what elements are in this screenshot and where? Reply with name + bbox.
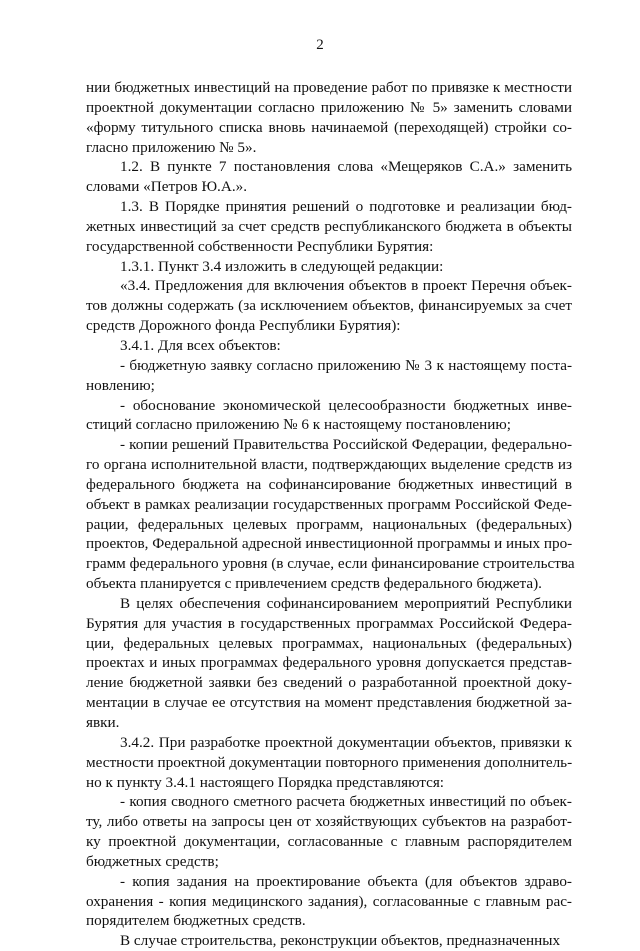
paragraph — [86, 336, 572, 356]
text-line: местности проектной документации повторного применения дополнитель- — [86, 753, 573, 771]
text-line: ции, федеральных целевых программах, национальных (федеральных) — [86, 634, 572, 652]
text-line: - копии решений Правительства Российской Федерации, федерально- — [120, 436, 572, 454]
text-line: ту, либо ответы на запросы цен от хозяйствующих субъектов на разработ- — [86, 813, 572, 831]
text-line: го органа исполнительной власти, подтверждающих выделение средств из — [86, 456, 572, 474]
text-line: 3.4.1. Для всех объектов: — [120, 336, 281, 354]
paragraph — [86, 356, 572, 396]
page-number: 2 — [316, 37, 324, 53]
paragraph — [86, 435, 575, 594]
text-line: но к пункту 3.4.1 настоящего Порядка представляются: — [86, 773, 445, 791]
text-line: государственной собственности Республики Бурятия: — [86, 237, 434, 255]
paragraph — [86, 396, 572, 436]
text-line: - копия сводного сметного расчета бюджетных инвестиций по объек- — [120, 793, 572, 811]
text-line: - копия задания на проектирование объекта (для объектов здраво- — [120, 872, 572, 890]
text-line: бюджетных средств; — [86, 852, 219, 870]
text-line: 1.2. В пункте 7 постановления слова «Мещеряков С.А.» заменить — [120, 158, 572, 176]
paragraph — [86, 872, 572, 932]
text-line: объекта планируется с привлечением средств федерального бюджета). — [86, 575, 542, 593]
text-line: рации, федеральных целевых программ, национальных (федеральных) — [86, 515, 572, 533]
text-line: В случае строительства, реконструкции объектов, предназначенных — [120, 932, 561, 950]
text-line: - обоснование экономической целесообразности бюджетных инве- — [120, 396, 572, 414]
text-line: 1.3.1. Пункт 3.4 изложить в следующей редакции: — [120, 257, 444, 275]
paragraph — [86, 157, 572, 197]
text-line: В целях обеспечения софинансированием мероприятий Республики — [120, 594, 572, 612]
text-line: - бюджетную заявку согласно приложению № 3 к настоящему поста- — [120, 356, 572, 374]
text-line: средств Дорожного фонда Республики Бурятия): — [86, 317, 401, 335]
text-line: стиций согласно приложению № 6 к настоящему постановлению; — [86, 416, 511, 434]
text-line: новлению; — [86, 376, 155, 394]
text-line: объект в рамках реализации государственных программ Российской Феде- — [86, 495, 572, 513]
text-line: ление бюджетной заявки без сведений о разработанной проектной доку- — [86, 674, 572, 692]
text-line: ку проектной документации, согласованные с главным распорядителем — [86, 833, 572, 851]
text-line: 1.3. В Порядке принятия решений о подготовке и реализации бюд- — [120, 198, 572, 216]
text-line: тов должны содержать (за исключением объектов, финансируемых за счет — [86, 297, 572, 315]
text-line: гласно приложению № 5». — [86, 138, 257, 156]
paragraph — [86, 276, 572, 336]
text-line: федерального бюджета на софинансирование бюджетных инвестиций в — [86, 475, 572, 493]
text-line: «3.4. Предложения для включения объектов в проект Перечня объек- — [120, 277, 572, 295]
text-line: проектов, Федеральной адресной инвестиционной программы и иных про- — [86, 535, 573, 553]
text-line: словами «Петров Ю.А.». — [86, 178, 248, 196]
paragraph — [86, 931, 572, 951]
text-line: 3.4.2. При разработке проектной документации объектов, привязки к — [120, 733, 572, 751]
text-line: ментации в случае ее отсутствия на момент представления бюджетной за- — [86, 694, 572, 712]
text-line: «форму титульного списка вновь начинаемой (переходящей) стройки со- — [86, 118, 572, 136]
text-line: охранения - копия медицинского задания), согласованные с главным рас- — [86, 892, 572, 910]
text-line: нии бюджетных инвестиций на проведение работ по привязке к местности — [86, 79, 572, 96]
paragraph — [86, 257, 572, 277]
paragraph — [86, 594, 572, 733]
paragraph — [86, 78, 572, 157]
document-body — [86, 78, 575, 951]
text-line: проектной документации согласно приложению № 5» заменить словами — [86, 98, 572, 116]
text-line: Бурятия для участия в государственных программах Российской Федера- — [86, 614, 572, 632]
paragraph — [86, 733, 572, 793]
paragraph — [86, 197, 572, 257]
text-line: проектах и иных программах федерального уровня допускается представ- — [86, 654, 572, 672]
text-line: порядителем бюджетных средств. — [86, 912, 306, 930]
paragraph — [86, 792, 572, 871]
text-line: грамм федерального уровня (в случае, если финансирование строительства — [86, 555, 575, 573]
text-line: жетных инвестиций за счет средств республиканского бюджета в объекты — [86, 217, 572, 235]
text-line: явки. — [86, 714, 120, 731]
